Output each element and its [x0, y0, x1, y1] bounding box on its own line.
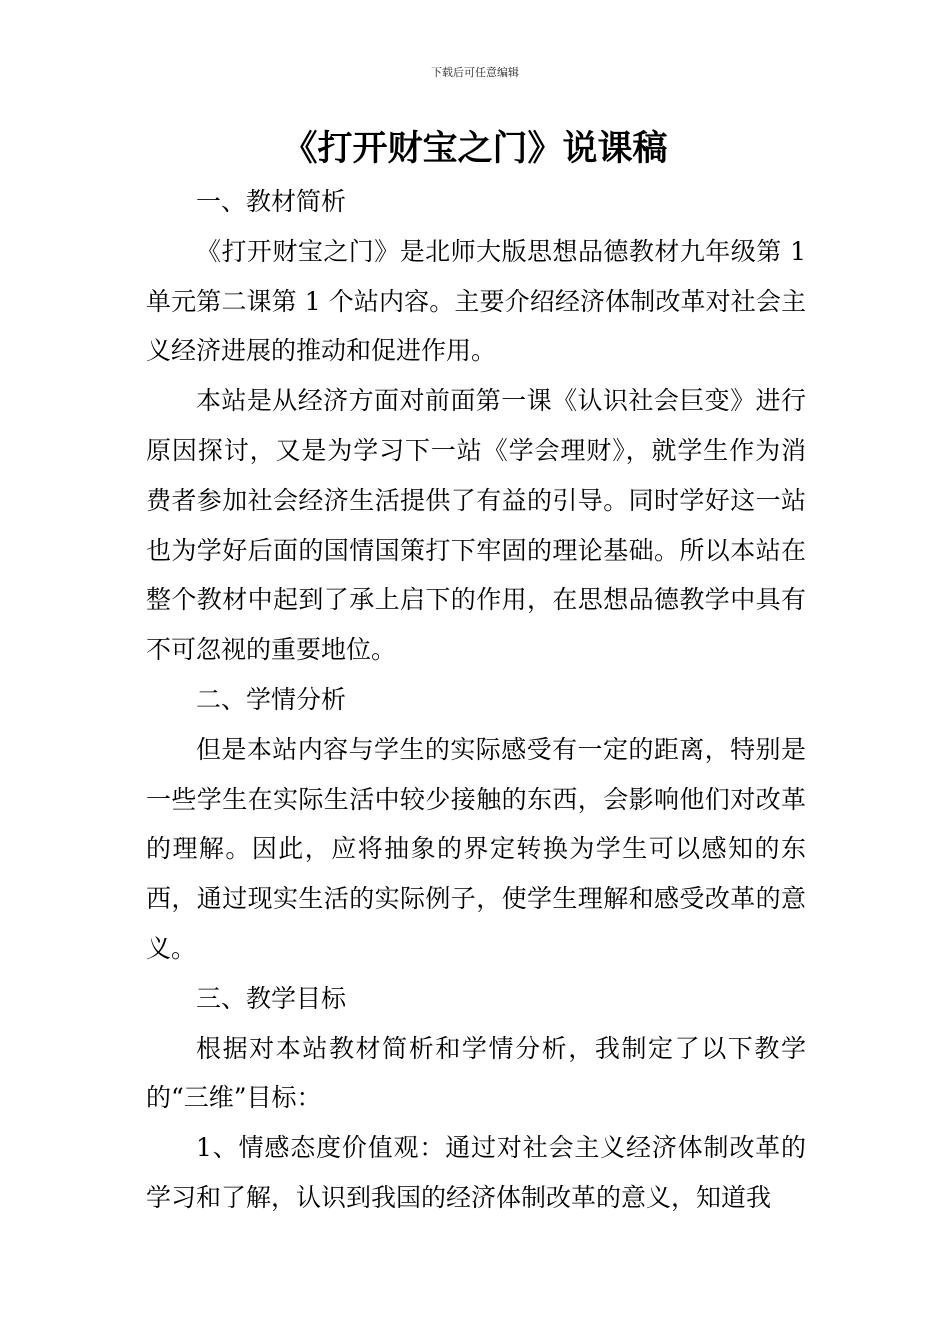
- section-heading-learner-analysis: 二、学情分析: [196, 684, 347, 714]
- section-heading-teaching-goals: 三、教学目标: [196, 983, 347, 1013]
- header-note: 下载后可任意编辑: [431, 66, 519, 79]
- paragraph: 1、情感态度价值观：通过对社会主义经济体制改革的学习和了解，认识到我国的经济体制改革的意义，知道我: [146, 1133, 806, 1212]
- paragraph: 本站是从经济方面对前面第一课《认识社会巨变》进行原因探讨，又是为学习下一站《学会理财》，就学生作为消费者参加社会经济生活提供了有益的引导。同时学好这一站也为学好后面的国情国策打下牢固的理论基础。所以本站在整个教材中起到了承上启下的作用，在思想品德教学中具有不可忽视的重要地位。: [146, 386, 806, 665]
- paragraph: 根据对本站教材简析和学情分析，我制定了以下教学的“三维”目标：: [146, 1033, 806, 1113]
- document-body: [146, 177, 806, 1223]
- document-title: 《打开财宝之门》说课稿: [282, 129, 668, 169]
- section-heading-textbook-analysis: 一、教材简析: [196, 187, 347, 216]
- paragraph: 《打开财宝之门》是北师大版思想品德教材九年级第 1 单元第二课第 1 个站内容。主要介绍经济体制改革对社会主义经济进展的推动和促进作用。: [146, 236, 806, 366]
- paragraph: 但是本站内容与学生的实际感受有一定的距离，特别是一些学生在实际生活中较少接触的东西，会影响他们对改革的理解。因此，应将抽象的界定转换为学生可以感知的东西，通过现实生活的实际例子，使学生理解和感受改革的意义。: [146, 734, 806, 963]
